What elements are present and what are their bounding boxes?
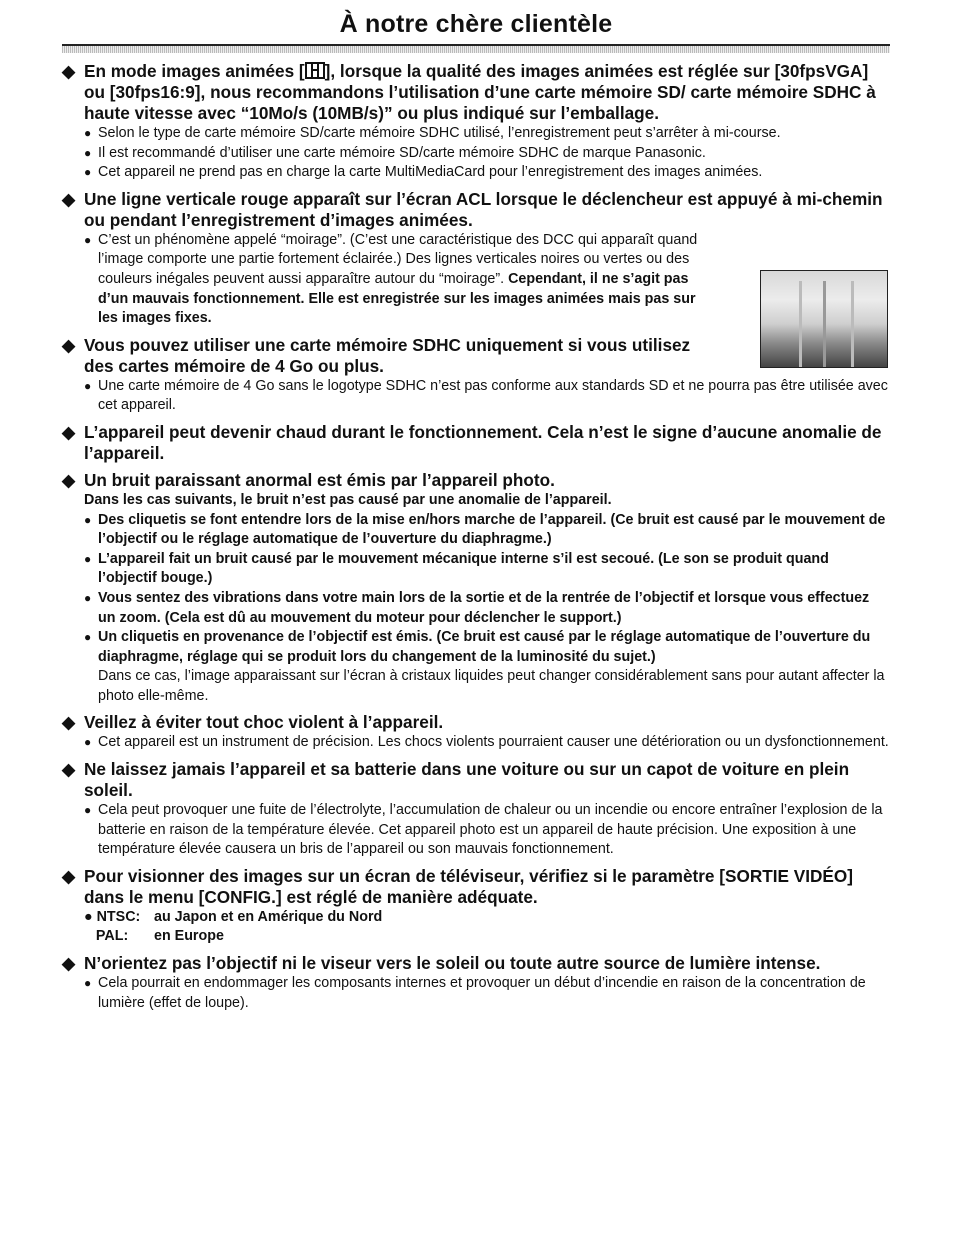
item-text: Un cliquetis en provenance de l’objectif est émis. (Ce bruit est causé par le réglage automatique de l’ouverture du diaphragme, réglage qui se produit lors du changement de la luminosité du sujet.) [98, 629, 871, 665]
item-text: Cela pourrait en endommager les composants internes et provoquer un début d’incendie en raison de la concentration de lumière (effet de loupe). [98, 975, 866, 1011]
section-sun [62, 953, 890, 1013]
tv-standard-row [62, 908, 890, 928]
bullet-icon: ● [84, 232, 92, 247]
page [62, 0, 890, 1013]
diamond-bullet-icon: ◆ [62, 866, 76, 886]
photo-vertical-line [823, 281, 826, 367]
heading-text-pre: En mode images animées [ [84, 61, 305, 81]
item-text: L’appareil fait un bruit causé par le mouvement mécanique interne s’il est secoué. (Le son se produit quand l’objectif bouge.) [98, 550, 829, 587]
item-text-bold: Cependant, il ne s’agit pas d’un mauvais fonctionnement. Elle est enregistrée sur les images animées mais pas sur les images fixes. [98, 270, 696, 327]
section-heading [62, 189, 890, 231]
diamond-bullet-icon: ◆ [62, 422, 76, 442]
list-item [62, 628, 890, 667]
tv-standard-label: ● NTSC: [84, 908, 141, 925]
page-title: À notre chère clientèle [339, 10, 613, 38]
section-heading [62, 422, 890, 464]
section-car [62, 759, 890, 860]
bullet-icon: ● [84, 145, 92, 160]
bullet-icon: ● [84, 976, 92, 991]
section-heading [62, 953, 890, 974]
section-heat [62, 422, 890, 464]
motion-picture-icon [305, 62, 325, 79]
heading-text: L’appareil peut devenir chaud durant le fonctionnement. Cela n’est le signe d’aucune anomalie de l’appareil. [84, 421, 882, 463]
section-note: Dans les cas suivants, le bruit n’est pas causé par une anomalie de l’appareil. [84, 491, 612, 508]
list-item [62, 144, 890, 164]
diamond-bullet-icon: ◆ [62, 470, 76, 490]
list-item [62, 550, 890, 589]
list-item [62, 124, 890, 144]
tv-standard-value: au Japon et en Amérique du Nord [154, 908, 383, 925]
heading-text: Un bruit paraissant anormal est émis par l’appareil photo. [84, 469, 555, 490]
list-item [62, 589, 890, 628]
list-item [62, 163, 890, 183]
list-item [62, 511, 890, 550]
tv-standard-label [84, 927, 154, 947]
heading-text: Ne laissez jamais l’appareil et sa batterie dans une voiture ou sur un capot de voiture en plein soleil. [84, 759, 850, 801]
item-text: Il est recommandé d’utiliser une carte mémoire SD/carte mémoire SDHC de marque Panasonic. [98, 144, 706, 161]
section-heading [62, 470, 890, 491]
list-item [62, 733, 890, 753]
photo-vertical-line [799, 281, 802, 367]
bullet-icon: ● [84, 735, 92, 750]
item-text: Cela peut provoquer une fuite de l’électrolyte, l’accumulation de chaleur ou un incendie ou encore entraîner l’explosion de la batterie en raison de la température élevée. Cet appareil photo est un appareil de haute précision. Une exposition à une température élevée causera un bris de l’appareil ou son mauvais fonctionnement. [98, 802, 883, 858]
section-heading [62, 759, 890, 801]
item-text: Cet appareil ne prend pas en charge la carte MultiMediaCard pour l’enregistrement des images animées. [98, 164, 763, 181]
heading-text: Une ligne verticale rouge apparaît sur l’écran ACL lorsque le déclencheur est appuyé à mi-chemin ou pendant l’enregistrement d’images animées. [84, 188, 883, 230]
list-item [62, 974, 890, 1013]
list-item [62, 377, 890, 416]
heading-text-post: ], lorsque la qualité des images animées est réglée sur [30fpsVGA] ou [30fps16:9], nous recommandons l’utilisation d’une carte mémoire SD/ carte mémoire SDHC à haute vitesse avec “10Mo/s (10MB/s)” ou plus indiqué sur l’emballage. [84, 61, 876, 123]
item-text: Des cliquetis se font entendre lors de la mise en/hors marche de l’appareil. (Ce bruit est causé par le mouvement de l’objectif ou le réglage automatique de l’ouverture du diaphragme.) [98, 511, 886, 548]
diamond-bullet-icon: ◆ [62, 335, 76, 355]
bullet-icon: ● [84, 803, 92, 818]
diamond-bullet-icon: ◆ [62, 713, 76, 733]
tv-label-text: PAL: [95, 928, 129, 945]
section-shock [62, 712, 890, 753]
heading-text: Veillez à éviter tout choc violent à l’appareil. [84, 712, 444, 733]
section-video-card [62, 61, 890, 183]
section-heading [62, 61, 890, 124]
continuation-text: Dans ce cas, l’image apparaissant sur l’écran à cristaux liquides peut changer considérablement sans pour autant affecter la photo elle-même. [98, 668, 885, 704]
heading-text: N’orientez pas l’objectif ni le viseur vers le soleil ou toute autre source de lumière intense. [84, 953, 821, 974]
bullet-icon: ● [84, 512, 92, 527]
list-item [62, 801, 890, 860]
section-heading [62, 335, 724, 377]
heading-text: Pour visionner des images sur un écran de téléviseur, vérifiez si le paramètre [SORTIE VIDÉO] dans le menu [CONFIG.] est réglé de manière adéquate. [84, 865, 853, 907]
diamond-bullet-icon: ◆ [62, 189, 76, 209]
diamond-bullet-icon: ◆ [62, 760, 76, 780]
bullet-icon: ● [84, 630, 92, 645]
bullet-icon: ● [84, 551, 92, 566]
list-item [62, 231, 708, 329]
bullet-icon: ● [84, 590, 92, 605]
bullet-icon: ● [84, 165, 92, 180]
tv-label-text: NTSC: [96, 908, 141, 925]
diamond-bullet-icon: ◆ [62, 954, 76, 974]
tv-standard-value: en Europe [154, 928, 224, 945]
item-text: Vous sentez des vibrations dans votre main lors de la sortie et de la rentrée de l’objectif et lorsque vous effectuez un zoom. (Cela est dû au mouvement du moteur pour déclencher le support.) [98, 589, 870, 626]
section-tv [62, 866, 890, 947]
item-text: Une carte mémoire de 4 Go sans le logotype SDHC n’est pas conforme aux standards SD et ne pourra pas être utilisée avec cet appareil. [98, 377, 888, 414]
item-text: C’est un phénomène appelé “moirage”. (C’est une caractéristique des DCC qui apparaît quand l’image comporte une partie fortement éclairée.) Des lignes verticales noires ou vertes ou des couleurs inégales peuvent aussi apparaître autour du “moirage”. [98, 231, 698, 287]
item-text: Cet appareil est un instrument de précision. Les chocs violents pourraient causer une détérioration ou un dysfonctionnement. [98, 734, 889, 751]
smear-example-photo [760, 270, 888, 368]
heading-text: Vous pouvez utiliser une carte mémoire SDHC uniquement si vous utilisez des cartes mémoire de 4 Go ou plus. [84, 334, 691, 376]
bullet-icon: ● [84, 378, 92, 393]
bullet-icon: ● [84, 126, 92, 140]
section-noise [62, 470, 890, 707]
diamond-bullet-icon: ◆ [62, 62, 76, 81]
title-rule [62, 44, 890, 53]
section-heading [62, 712, 890, 733]
photo-vertical-line [851, 281, 854, 367]
item-text: Selon le type de carte mémoire SD/carte mémoire SDHC utilisé, l’enregistrement peut s’arrêter à mi-course. [98, 125, 781, 141]
section-heading [62, 866, 890, 908]
tv-standard-row [62, 927, 890, 947]
